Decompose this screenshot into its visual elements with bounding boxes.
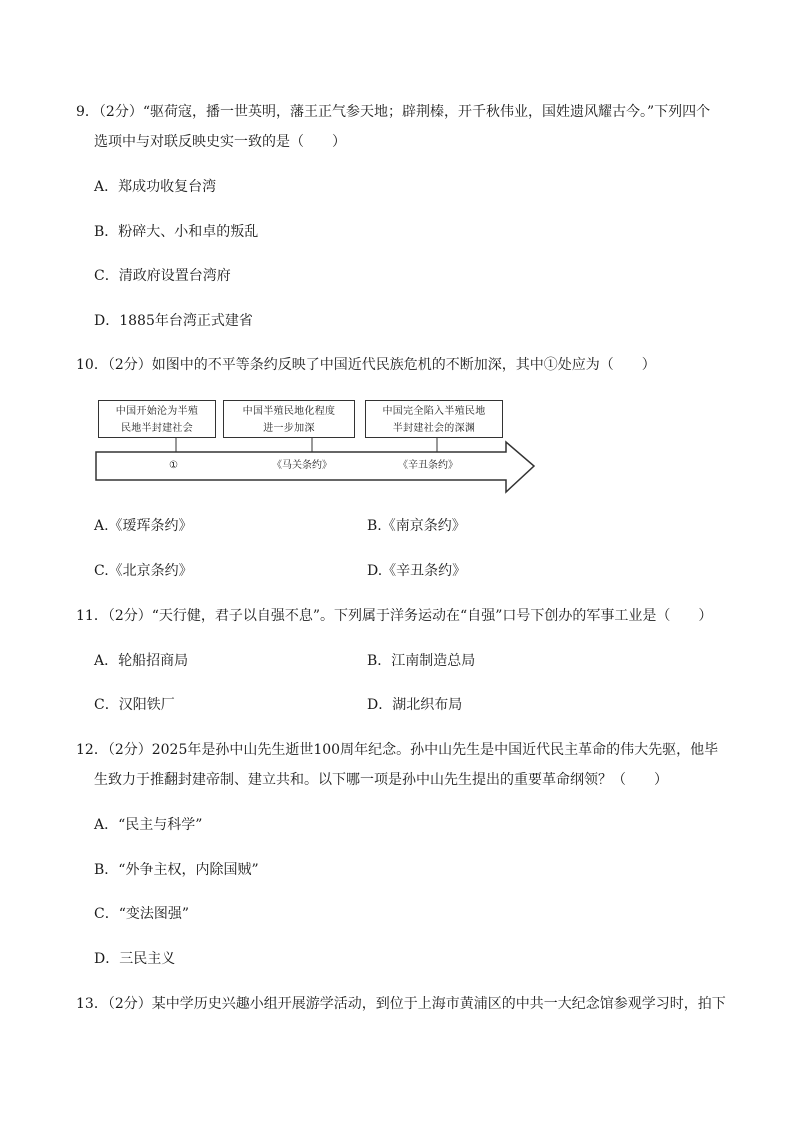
question-10-option-a: A.《瑷珲条约》 [94,518,193,534]
timeline-label-maguan: 《马关条约》 [272,460,332,471]
question-11-stem: 11．（2分）“天行健，君子以自强不息”。下列属于洋务运动在“自强”口号下创办的军事工业是（ ） [76,608,713,624]
question-12-option-a: A．“民主与科学” [94,817,203,833]
question-9-option-b: B．粉碎大、小和卓的叛乱 [94,224,259,240]
stage-box-1-line2: 民地半封建社会 [120,423,194,434]
question-10-option-b: B.《南京条约》 [367,518,466,534]
question-10-stem: 10．（2分）如图中的不平等条约反映了中国近代民族危机的不断加深，其中①处应为（ ） [76,357,656,373]
question-10-option-c: C.《北京条约》 [94,563,193,579]
question-9-stem-line1: 9．（2分）“驱荷寇，播一世英明，藩王正气参天地；辟荆榛，开千秋伟业，国姓遗风耀古今。”下列四个 [76,104,711,120]
question-12-stem-line1: 12．（2分）2025年是孙中山先生逝世100周年纪念。孙中山先生是中国近代民主革命的伟大先驱，他毕 [76,742,719,758]
question-11-option-d: D．湖北织布局 [367,697,463,713]
stage-box-1-line1: 中国开始沦为半殖 [115,406,199,417]
question-9-option-c: C．清政府设置台湾府 [94,268,231,284]
question-12-option-d: D．三民主义 [94,951,176,967]
question-11-option-a: A．轮船招商局 [94,653,189,669]
question-9-stem-line2: 选项中与对联反映史实一致的是（ ） [94,134,346,150]
question-13-stem: 13．（2分）某中学历史兴趣小组开展游学活动，到位于上海市黄浦区的中共一大纪念馆参观学习时，拍下 [76,996,726,1012]
treaty-timeline-diagram [94,396,536,494]
stage-box-3 [365,400,503,438]
question-12-option-b: B．“外争主权，内除国贼” [94,862,259,878]
stage-box-3-line1: 中国完全陷入半殖民地 [382,406,486,417]
stage-box-2-line2: 进一步加深 [263,423,315,434]
timeline-label-blank: ① [169,460,178,471]
question-10-option-d: D.《辛丑条约》 [367,563,467,579]
question-11-option-c: C．汉阳铁厂 [94,697,175,713]
stage-box-2 [223,400,355,438]
question-9-option-d: D．1885年台湾正式建省 [94,313,253,329]
question-11-option-b: B．江南制造总局 [367,653,476,669]
stage-box-1 [98,400,216,438]
question-9-option-a: A．郑成功收复台湾 [94,179,217,195]
timeline-label-xinchou: 《辛丑条约》 [398,460,458,471]
stage-box-3-line2: 半封建社会的深渊 [392,423,476,434]
question-12-stem-line2: 生致力于推翻封建帝制、建立共和。以下哪一项是孙中山先生提出的重要革命纲领？（ ） [94,772,668,788]
question-12-option-c: C．“变法图强” [94,906,190,922]
stage-box-2-line1: 中国半殖民地化程度 [242,406,336,417]
